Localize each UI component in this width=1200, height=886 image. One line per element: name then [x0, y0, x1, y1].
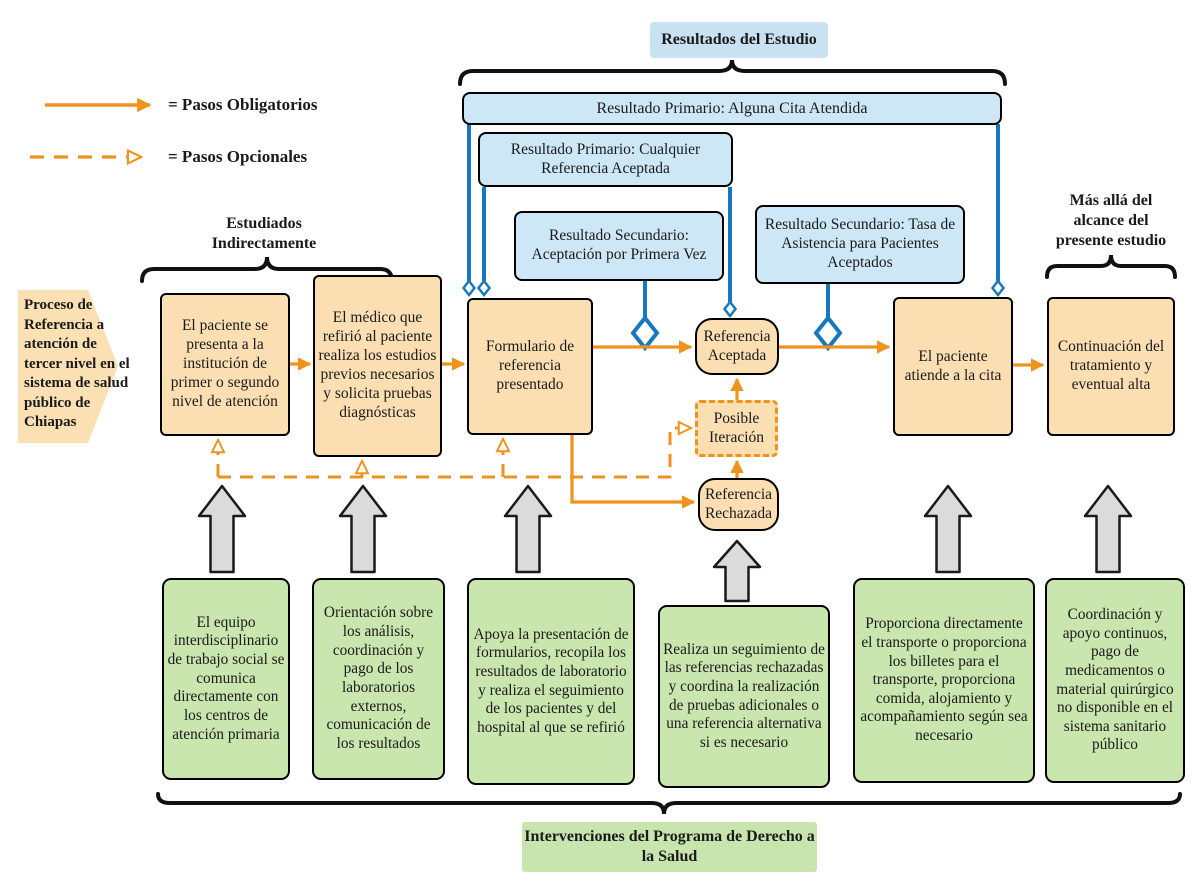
dashed-loop-line [218, 428, 690, 477]
flow-step-patient-presents: El paciente se presenta a la institución de primer o segundo nivel de atención [160, 293, 290, 436]
gray-up-arrow-icon [925, 486, 971, 572]
outcome-primary-any-referral-accepted: Resultado Primario: Cualquier Referencia Aceptada [478, 132, 733, 187]
process-label: Proceso de Referencia a atención de tercer nivel en el sistema de salud público de Chiapas [24, 297, 130, 430]
gray-up-arrow-icon [199, 486, 245, 572]
brace-interventions [158, 794, 1180, 814]
intervention-lab-coordination: Orientación sobre los análisis, coordinación y pago de los laboratorios externos, comunicación de los resultados [312, 578, 445, 780]
outcome-primary-any-appointment: Resultado Primario: Alguna Cita Atendida [462, 92, 1002, 125]
small-diamond-icon [479, 281, 490, 295]
intervention-rejected-followup: Realiza un seguimiento de las referencias rechazadas y coordina la realización de pruebas adicionales o una referencia alternativa si es necesario [658, 605, 830, 788]
label-beyond-scope: Más allá del alcance del presente estudio [1055, 192, 1167, 249]
gray-up-arrow-icon [714, 541, 760, 601]
flow-step-physician-studies: El médico que refirió al paciente realiza los estudios previos necesarios y solicita pruebas diagnósticas [313, 275, 442, 457]
flow-step-treatment-continuation: Continuación del tratamiento y eventual alta [1047, 297, 1175, 436]
brace-study-outcomes [460, 60, 1005, 84]
small-diamond-icon [993, 281, 1004, 295]
legend-mandatory-label: = Pasos Obligatorios [168, 95, 318, 114]
small-diamond-icon [725, 302, 736, 316]
small-diamond-icon [464, 281, 475, 295]
brace-beyond-scope [1047, 255, 1175, 277]
flow-step-referral-form: Formulario de referencia presentado [467, 298, 593, 435]
intervention-form-support: Apoya la presentación de formularios, recopila los resultados de laboratorio y realiza el seguimiento de los pacientes y del hospital al que se refirió [467, 578, 635, 785]
label-studied-indirectly: Estudiados Indirectamente [211, 215, 317, 252]
intervention-ongoing-support: Coordinación y apoyo continuos, pago de medicamentos o material quirúrgico no disponible en el sistema sanitario público [1045, 578, 1185, 783]
study-outcomes-title: Resultados del Estudio [650, 22, 828, 58]
arrow-step3-rejected [572, 435, 694, 502]
gray-up-arrow-icon [1085, 486, 1131, 572]
gray-up-arrow-icon [505, 486, 551, 572]
node-possible-iteration: Posible Iteración [695, 400, 778, 457]
intervention-social-work-communication: El equipo interdisciplinario de trabajo social se comunica directamente con los centros de atención primaria [162, 578, 290, 780]
gray-up-arrow-icon [340, 486, 386, 572]
legend-optional-label: = Pasos Opcionales [168, 147, 308, 166]
optional-flow-arrows [218, 428, 690, 477]
interventions-program-label: Intervenciones del Programa de Derecho a la Salud [522, 822, 817, 872]
big-diamond-icon [633, 318, 657, 348]
outcome-secondary-first-time-acceptance: Resultado Secundario: Aceptación por Primera Vez [514, 211, 724, 281]
node-referral-accepted: Referencia Aceptada [695, 318, 779, 375]
big-diamond-icon [816, 318, 840, 348]
intervention-transport-support: Proporciona directamente el transporte o proporciona los billetes para el transporte, proporciona comida, alojamiento y acompañamiento según sea necesario [853, 578, 1035, 783]
node-referral-rejected: Referencia Rechazada [698, 478, 779, 531]
flow-step-patient-attends: El paciente atiende a la cita [893, 297, 1013, 436]
outcome-secondary-attendance-rate: Resultado Secundario: Tasa de Asistencia para Pacientes Aceptados [755, 205, 965, 284]
